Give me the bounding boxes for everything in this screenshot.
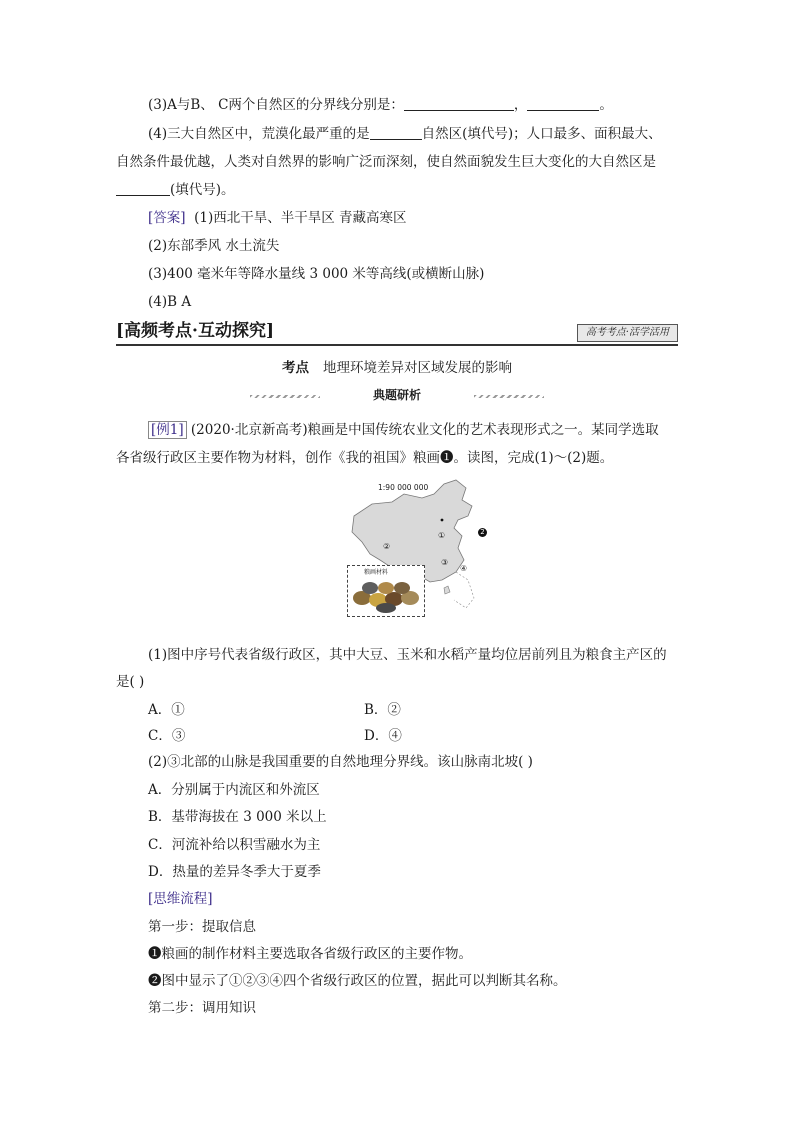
topic-text: 地理环境差异对区域发展的影响: [323, 360, 512, 376]
question-4-line3: [116, 180, 235, 200]
blank-3a: [404, 96, 514, 111]
q1-option-d: D．④: [364, 728, 402, 744]
thinking-step1: 第一步：提取信息: [148, 919, 256, 935]
example-line2: 各省级行政区主要作物为材料，创作《我的祖国》粮画❶。读图，完成(1)～(2)题。: [116, 450, 614, 466]
question-4-text-b: 自然区(填代号)；人口最多、面积最大、: [421, 126, 662, 142]
blank-4a: [370, 125, 422, 140]
q2-option-d: D．热量的差异冬季大于夏季: [148, 864, 321, 880]
topic-heading: [0, 356, 794, 376]
question-3-sep: ，: [513, 97, 528, 113]
q1-line1: (1)图中序号代表省级行政区，其中大豆、玉米和水稻产量均位居前列且为粮食主产区的: [148, 647, 667, 663]
thinking-info1: ❶粮画的制作材料主要选取各省级行政区的主要作物。: [148, 946, 472, 962]
thinking-tag: [思维流程]: [148, 891, 213, 907]
answer-2: (2)东部季风 水土流失: [148, 238, 280, 254]
map-label-3: ③: [441, 558, 449, 567]
question-3: [148, 95, 613, 115]
answer-4: (4)B A: [148, 294, 192, 310]
legend-label: 粮画材料: [364, 569, 389, 576]
topic-label: 考点: [282, 360, 309, 376]
map-scale: 1:90 000 000: [378, 483, 429, 492]
map-label-2: ②: [383, 542, 391, 551]
thinking-step2: 第二步：调用知识: [148, 1000, 256, 1016]
q1-line2: 是( ): [116, 674, 145, 690]
answer-1: [148, 208, 407, 228]
blank-4b: [116, 181, 170, 196]
q2-option-c: C．河流补给以积雪融水为主: [148, 837, 321, 853]
q2-stem: (2)③北部的山脉是我国重要的自然地理分界线。该山脉南北坡( ): [148, 754, 533, 770]
example-line1: [148, 420, 659, 440]
q1-option-b: B．②: [364, 702, 401, 718]
section-tag: 高考考点·活学活用: [577, 324, 678, 342]
example-divider: 典题研析: [312, 386, 482, 406]
question-4-text-c: (填代号)。: [170, 182, 235, 198]
map-label-4: ④: [460, 564, 468, 573]
answer-3: (3)400 毫米年等降水量线 3 000 米等高线(或横断山脉): [148, 266, 485, 282]
question-4-line2: 自然条件最优越，人类对自然界的影响广泛而深刻，使自然面貌发生巨大变化的大自然区是: [116, 154, 656, 170]
thinking-info2: ❷图中显示了①②③④四个省级行政区的位置，据此可以判断其名称。: [148, 973, 567, 989]
question-3-end: 。: [599, 97, 613, 113]
section-header: [116, 320, 678, 346]
answer-1-text: (1)西北干旱、半干旱区 青藏高寒区: [194, 210, 407, 226]
example-tag: [例1]: [148, 421, 187, 439]
map-label-1: ①: [438, 531, 446, 540]
q1-option-a: A．①: [148, 702, 185, 718]
q2-option-b: B．基带海拔在 3 000 米以上: [148, 809, 327, 825]
q1-option-c: C．③: [148, 728, 186, 744]
question-4-line1: [148, 124, 662, 144]
section-title: [高频考点·互动探究]: [116, 321, 275, 341]
marker-2-icon: 2: [478, 528, 487, 537]
q2-option-a: A．分别属于内流区和外流区: [148, 782, 320, 798]
blank-3b: [527, 96, 599, 111]
question-3-text: (3)A与B、 C两个自然区的分界线分别是：: [148, 97, 404, 113]
legend-box: [347, 565, 425, 617]
example-line1-text: (2020·北京新高考)粮画是中国传统农业文化的艺术表现形式之一。某同学选取: [186, 422, 659, 438]
answer-tag: [答案]: [148, 210, 186, 226]
question-4-text-a: (4)三大自然区中，荒漠化最严重的是: [148, 126, 370, 142]
